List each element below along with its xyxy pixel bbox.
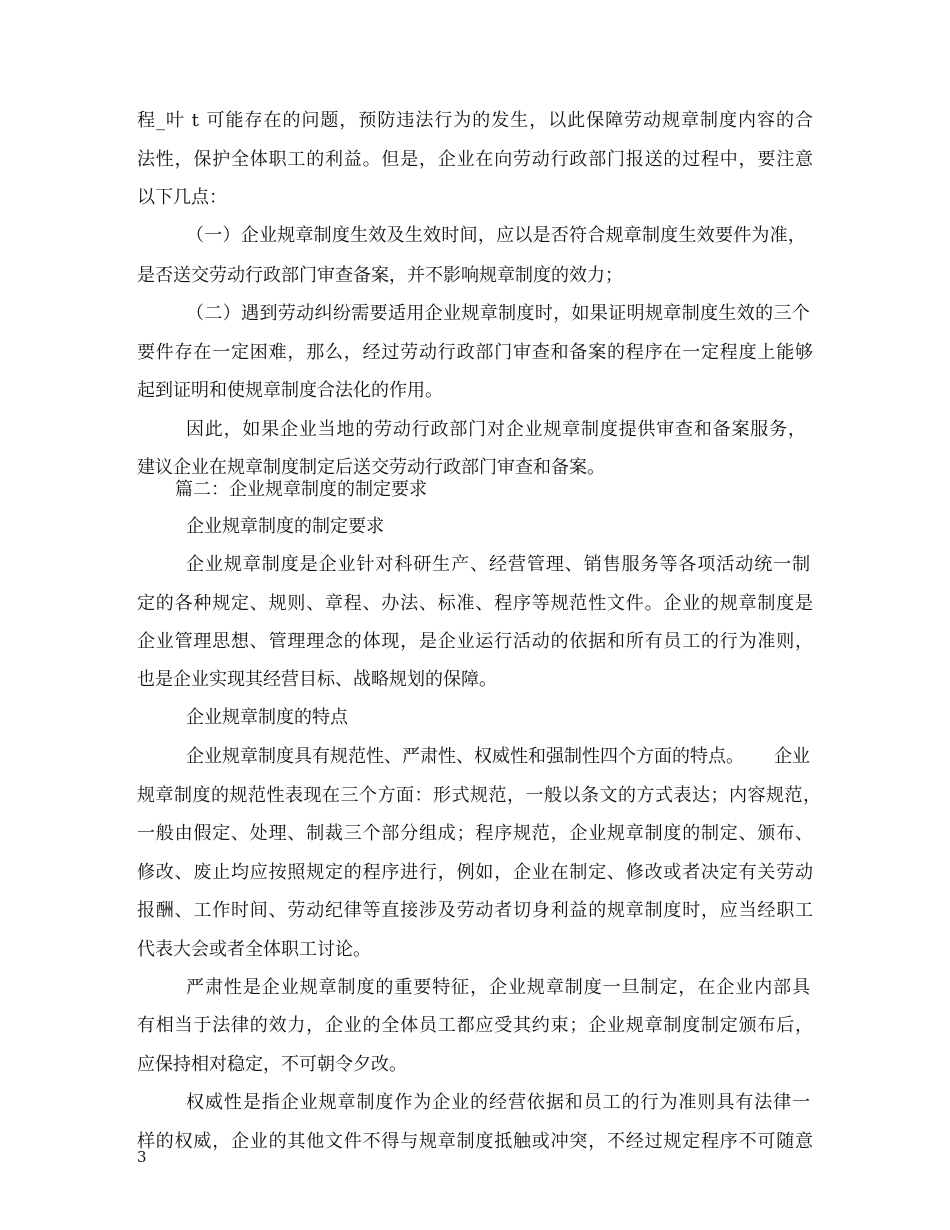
text-line <box>0 895 950 927</box>
text-line <box>0 934 950 966</box>
text-line-content: 企业规章制度的特点 <box>186 707 348 728</box>
text-line-content: 严肃性是企业规章制度的重要特征，企业规章制度一旦制定，在企业内部具 <box>186 977 812 998</box>
text-line-content: 企业规章制度具有规范性、严肃性、权威性和强制性四个方面的特点。 <box>186 746 744 767</box>
text-line <box>0 972 950 1004</box>
text-line <box>0 588 950 620</box>
text-line-content: 一般由假定、处理、制裁三个部分组成；程序规范，企业规章制度的制定、颁布、 <box>137 823 814 844</box>
text-line-content: 代表大会或者全体职工讨论。 <box>137 939 371 960</box>
text-line-content: 有相当于法律的效力，企业的全体员工都应受其约束；企业规章制度制定颁布后， <box>137 1015 814 1036</box>
text-line <box>0 414 950 446</box>
text-line <box>0 626 950 658</box>
text-line-content: 以下几点： <box>137 187 227 208</box>
text-line-content: 企业规章制度是企业针对科研生产、经营管理、销售服务等各项活动统一制 <box>186 554 812 575</box>
text-line <box>0 260 950 292</box>
text-line-content: 应保持相对稳定，不可朝令夕改。 <box>137 1054 407 1075</box>
text-line-content: 程_叶 t 可能存在的问题，预防违法行为的发生，以此保障劳动规章制度内容的合 <box>137 110 814 131</box>
text-line-content: 样的权威，企业的其他文件不得与规章制度抵触或冲突，不经过规定程序不可随意 <box>137 1131 814 1152</box>
page-number: 3 <box>137 1148 147 1166</box>
text-line-content: 也是企业实现其经营目标、战略规划的保障。 <box>137 669 497 690</box>
text-line-content: 规章制度的规范性表现在三个方面：形式规范，一般以条文的方式表达；内容规范， <box>137 785 822 806</box>
text-line <box>0 1010 950 1042</box>
text-line <box>0 664 950 696</box>
text-line-content: 建议企业在规章制度制定后送交劳动行政部门审查和备案。 <box>137 457 605 478</box>
text-line <box>0 182 950 214</box>
text-line <box>0 474 950 506</box>
text-line-content: 企业规章制度的制定要求 <box>186 516 384 537</box>
text-line-content: 企业管理思想、管理理念的体现，是企业运行活动的依据和所有员工的行为准则， <box>137 631 814 652</box>
text-line <box>0 702 950 734</box>
text-line <box>0 818 950 850</box>
text-line <box>0 511 950 543</box>
text-line <box>0 220 950 252</box>
text-line-content: 是否送交劳动行政部门审查备案，并不影响规章制度的效力； <box>137 265 623 286</box>
text-line-content: 企业 <box>774 746 810 767</box>
text-line <box>0 105 950 137</box>
text-line <box>0 144 950 176</box>
text-line-content: 要件存在一定困难，那么，经过劳动行政部门审查和备案的程序在一定程度上能够 <box>137 342 814 363</box>
text-line <box>0 1087 950 1119</box>
text-line <box>0 780 950 812</box>
text-line-content: 定的各种规定、规则、章程、办法、标准、程序等规范性文件。企业的规章制度是 <box>137 593 814 614</box>
text-line-content: （一）企业规章制度生效及生效时间，应以是否符合规章制度生效要件为准， <box>186 225 807 246</box>
text-line <box>0 1049 950 1081</box>
text-line-content: 报酬、工作时间、劳动纪律等直接涉及劳动者切身利益的规章制度时，应当经职工 <box>137 900 814 921</box>
text-line <box>0 337 950 369</box>
text-line <box>0 857 950 889</box>
text-line-content: 法性，保护全体职工的利益。但是，企业在向劳动行政部门报送的过程中，要注意 <box>137 149 814 170</box>
text-line-content: 修改、废止均应按照规定的程序进行，例如，企业在制定、修改或者决定有关劳动 <box>137 862 814 883</box>
text-line <box>0 375 950 407</box>
text-line-content: （二）遇到劳动纠纷需要适用企业规章制度时，如果证明规章制度生效的三个 <box>186 303 811 324</box>
text-line <box>0 298 950 330</box>
text-line <box>0 741 950 773</box>
text-line-content: 起到证明和使规章制度合法化的作用。 <box>137 380 443 401</box>
text-line-content: 权威性是指企业规章制度作为企业的经营依据和员工的行为准则具有法律一 <box>186 1092 812 1113</box>
text-line <box>0 549 950 581</box>
text-line-content: 因此，如果企业当地的劳动行政部门对企业规章制度提供审查和备案服务， <box>186 419 807 440</box>
text-line-content: 篇二：企业规章制度的制定要求 <box>175 479 427 500</box>
